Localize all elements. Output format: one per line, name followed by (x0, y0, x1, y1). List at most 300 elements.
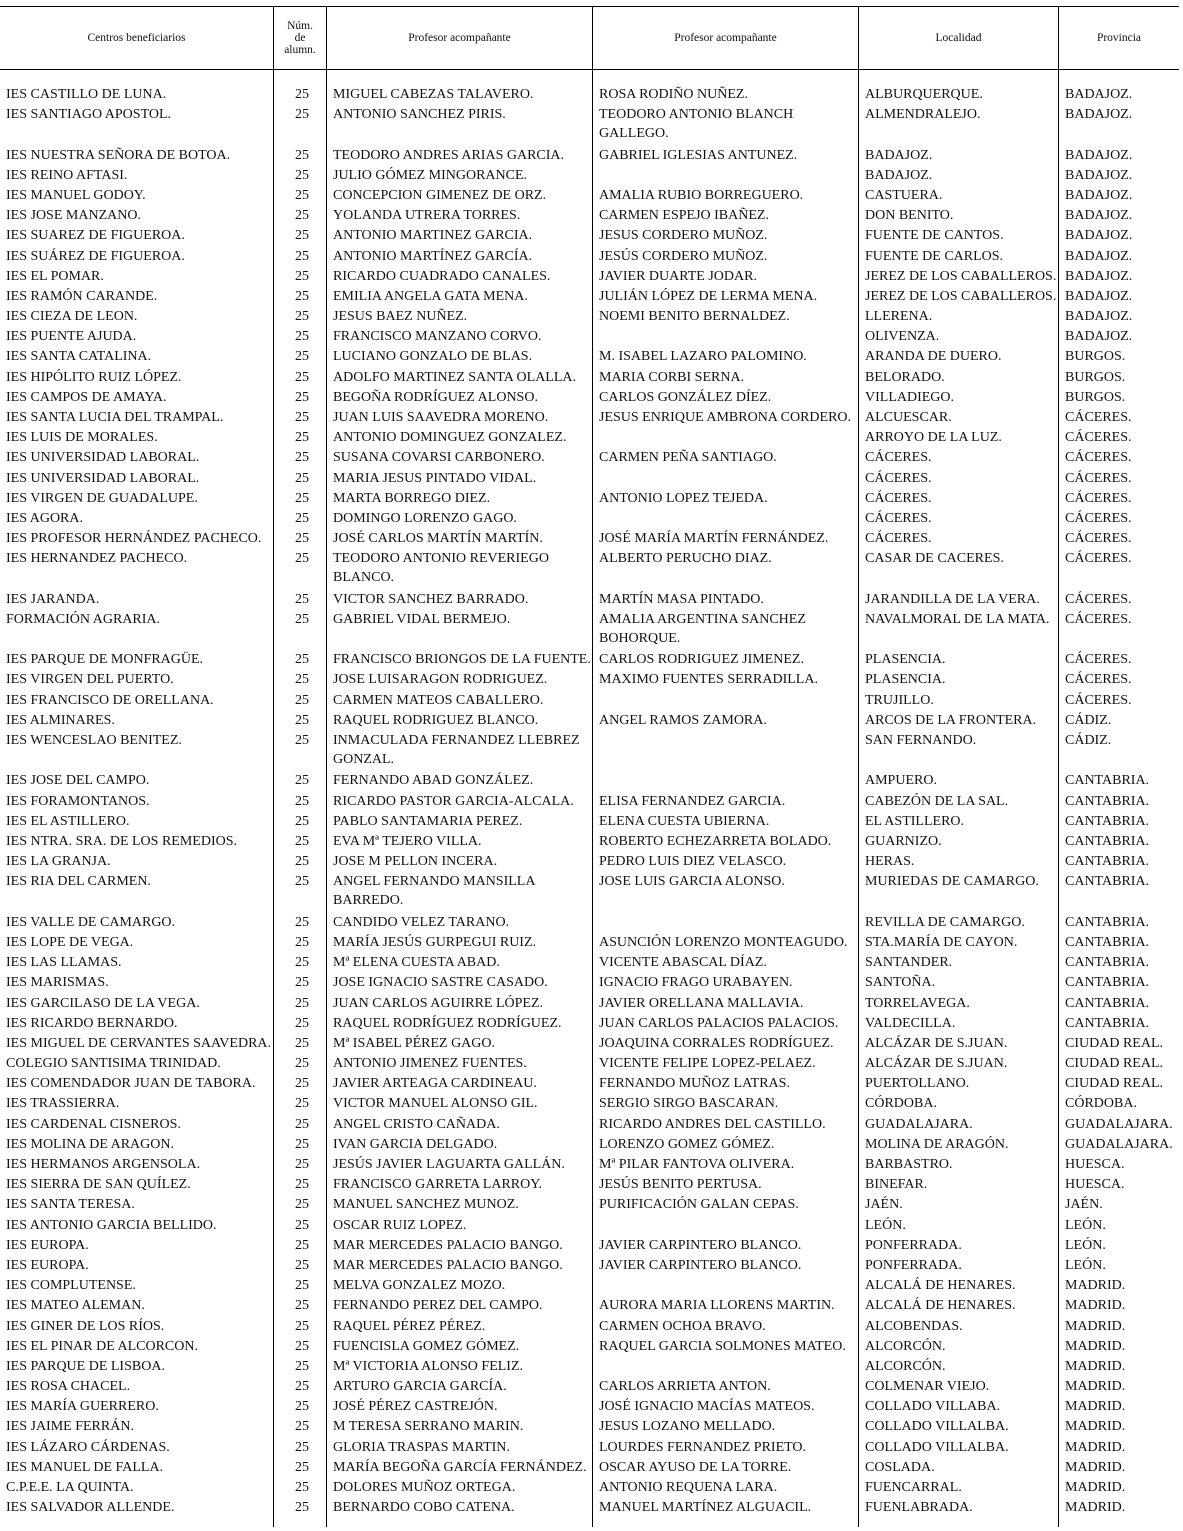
cell-profesor-2: MARIA CORBI SERNA. (599, 369, 745, 385)
cell-profesor-1: RAQUEL PÉREZ PÉREZ. (333, 1318, 486, 1334)
cell-profesor-1: IVAN GARCIA DELGADO. (333, 1136, 498, 1152)
cell-provincia: CANTABRIA. (1065, 834, 1150, 849)
table-row (0, 1317, 1183, 1337)
cell-profesor-2: JAVIER CARPINTERO BLANCO. (599, 1237, 802, 1253)
cell-alumnos: 25 (295, 510, 309, 526)
cell-alumnos: 25 (295, 1500, 309, 1516)
cell-alumnos: 25 (295, 531, 309, 547)
cell-localidad: BADAJOZ. (865, 167, 933, 183)
header-alumnos-line: Núm. (287, 19, 313, 32)
cell-profesor-2: JOSE LUIS GARCIA ALONSO. (599, 874, 785, 890)
cell-profesor-2: AMALIA ARGENTINA SANCHEZ BOHORQUE. (599, 611, 806, 646)
table-row (0, 1458, 1183, 1478)
cell-provincia: MADRID. (1065, 1278, 1126, 1294)
cell-provincia: BADAJOZ. (1065, 268, 1133, 284)
cell-profesor-1: Mª ELENA CUESTA ABAD. (333, 955, 500, 971)
cell-localidad: DON BENITO. (865, 208, 954, 224)
cell-alumnos: 25 (295, 975, 309, 991)
cell-alumnos: 25 (295, 410, 309, 426)
cell-provincia: BADAJOZ. (1065, 167, 1133, 183)
cell-profesor-1: TEODORO ANDRES ARIAS GARCIA. (333, 147, 565, 163)
cell-profesor-1: JUAN LUIS SAAVEDRA MORENO. (333, 410, 549, 426)
cell-alumnos: 25 (295, 934, 309, 950)
cell-alumnos: 25 (295, 369, 309, 385)
cell-provincia: MADRID. (1065, 1298, 1126, 1314)
table-row (0, 186, 1183, 206)
cell-alumnos: 25 (295, 87, 309, 102)
cell-profesor-1: FRANCISCO BRIONGOS DE LA FUENTE. (333, 652, 591, 668)
cell-alumnos: 25 (295, 187, 309, 203)
cell-centro: IES SANTA CATALINA. (6, 349, 152, 365)
cell-profesor-1: JESUS BAEZ NUÑEZ. (333, 309, 468, 325)
cell-provincia: GUADALAJARA. (1065, 1136, 1173, 1152)
cell-profesor-1: FUENCISLA GOMEZ GÓMEZ. (333, 1338, 520, 1354)
table-row (0, 388, 1183, 408)
cell-provincia: HUESCA. (1065, 1157, 1125, 1173)
cell-provincia: CIUDAD REAL. (1065, 1056, 1163, 1072)
cell-provincia: MADRID. (1065, 1500, 1126, 1516)
cell-localidad: PLASENCIA. (865, 652, 946, 668)
table-row (0, 1014, 1183, 1034)
cell-profesor-1: MAR MERCEDES PALACIO BANGO. (333, 1257, 563, 1273)
cell-profesor-2: CARLOS GONZÁLEZ DÍEZ. (599, 389, 772, 405)
cell-centro: FORMACIÓN AGRARIA. (6, 611, 161, 627)
cell-profesor-2: ELENA CUESTA UBIERNA. (599, 813, 770, 829)
table-row (0, 428, 1183, 448)
cell-centro: IES AGORA. (6, 510, 84, 526)
cell-centro: IES LAS LLAMAS. (6, 955, 122, 971)
cell-alumnos: 25 (295, 1197, 309, 1213)
cell-localidad: JEREZ DE LOS CABALLEROS. (865, 288, 1057, 304)
cell-localidad: ALMENDRALEJO. (865, 107, 981, 123)
cell-localidad: PLASENCIA. (865, 672, 946, 688)
cell-profesor-1: YOLANDA UTRERA TORRES. (333, 208, 521, 224)
cell-localidad: ALCORCÓN. (865, 1338, 946, 1354)
cell-centro: IES VALLE DE CAMARGO. (6, 914, 176, 930)
cell-centro: IES EUROPA. (6, 1257, 89, 1273)
cell-centro: IES LÁZARO CÁRDENAS. (6, 1439, 170, 1455)
cell-localidad: ALCOBENDAS. (865, 1318, 963, 1334)
cell-profesor-1: MARIA JESUS PINTADO VIDAL. (333, 470, 537, 486)
cell-profesor-2: PEDRO LUIS DIEZ VELASCO. (599, 854, 787, 870)
cell-provincia: BADAJOZ. (1065, 107, 1133, 123)
cell-profesor-2: ASUNCIÓN LORENZO MONTEAGUDO. (599, 934, 848, 950)
cell-centro: IES SANTA TERESA. (6, 1197, 135, 1213)
cell-provincia: CIUDAD REAL. (1065, 1035, 1163, 1051)
cell-alumnos: 25 (295, 1459, 309, 1475)
cell-profesor-1: OSCAR RUIZ LOPEZ. (333, 1217, 467, 1233)
table-row (0, 832, 1183, 852)
header-provincia: Provincia (1096, 31, 1142, 44)
cell-alumnos: 25 (295, 470, 309, 486)
cell-alumnos: 25 (295, 1136, 309, 1152)
cell-provincia: BURGOS. (1065, 389, 1126, 405)
table-row (0, 226, 1183, 246)
cell-localidad: PUERTOLLANO. (865, 1076, 970, 1092)
cell-centro: IES RICARDO BERNARDO. (6, 1015, 178, 1031)
cell-localidad: JEREZ DE LOS CABALLEROS. (865, 268, 1057, 284)
cell-alumnos: 25 (295, 107, 309, 123)
cell-centro: IES SALVADOR ALLENDE. (6, 1500, 175, 1516)
cell-localidad: ARCOS DE LA FRONTERA. (865, 712, 1037, 728)
cell-provincia: CANTABRIA. (1065, 793, 1150, 809)
cell-provincia: CÁCERES. (1065, 470, 1132, 486)
cell-centro: IES HERNANDEZ PACHECO. (6, 551, 188, 567)
cell-alumnos: 25 (295, 551, 309, 567)
cell-alumnos: 25 (295, 1298, 309, 1314)
table-row (0, 549, 1183, 589)
cell-alumnos: 25 (295, 914, 309, 930)
cell-provincia: BADAJOZ. (1065, 228, 1133, 244)
table-row (0, 267, 1183, 287)
cell-centro: IES LA GRANJA. (6, 854, 111, 870)
cell-localidad: ALCUESCAR. (865, 410, 952, 426)
cell-provincia: BURGOS. (1065, 369, 1126, 385)
cell-provincia: CANTABRIA. (1065, 773, 1150, 789)
cell-localidad: COLLADO VILLALBA. (865, 1439, 1009, 1455)
cell-localidad: CÁCERES. (865, 490, 932, 506)
cell-profesor-2: JESUS LOZANO MELLADO. (599, 1419, 776, 1435)
table-row (0, 206, 1183, 226)
cell-profesor-2: TEODORO ANTONIO BLANCH GALLEGO. (599, 107, 794, 142)
cell-centro: IES EL PINAR DE ALCORCON. (6, 1338, 198, 1354)
header-profesor-1: Profesor acompañante (408, 31, 511, 44)
cell-localidad: BINEFAR. (865, 1177, 928, 1193)
cell-localidad: GUADALAJARA. (865, 1116, 973, 1132)
cell-alumnos: 25 (295, 793, 309, 809)
table-row (0, 489, 1183, 509)
cell-provincia: BADAJOZ. (1065, 248, 1133, 264)
cell-profesor-2: JESÚS BENITO PERTUSA. (599, 1177, 762, 1193)
cell-profesor-2: ROBERTO ECHEZARRETA BOLADO. (599, 834, 832, 849)
cell-provincia: MADRID. (1065, 1318, 1126, 1334)
cell-profesor-2: JOSÉ IGNACIO MACÍAS MATEOS. (599, 1399, 815, 1415)
table-row (0, 1296, 1183, 1316)
cell-centro: IES TRASSIERRA. (6, 1096, 120, 1112)
table-row (0, 1115, 1183, 1135)
cell-centro: IES VIRGEN DEL PUERTO. (6, 672, 174, 688)
cell-profesor-1: BERNARDO COBO CATENA. (333, 1500, 515, 1516)
cell-provincia: CANTABRIA. (1065, 813, 1150, 829)
cell-centro: IES HIPÓLITO RUIZ LÓPEZ. (6, 369, 182, 385)
cell-centro: IES CAMPOS DE AMAYA. (6, 389, 167, 405)
cell-alumnos: 25 (295, 1480, 309, 1496)
cell-profesor-2: PURIFICACIÓN GALAN CEPAS. (599, 1197, 799, 1213)
cell-provincia: BURGOS. (1065, 349, 1126, 365)
cell-alumnos: 25 (295, 955, 309, 971)
cell-localidad: ALBURQUERQUE. (865, 87, 983, 102)
cell-centro: IES PUENTE AJUDA. (6, 329, 137, 345)
cell-profesor-1: VICTOR MANUEL ALONSO GIL. (333, 1096, 538, 1112)
cell-provincia: LEÓN. (1065, 1217, 1106, 1233)
cell-alumnos: 25 (295, 228, 309, 244)
cell-alumnos: 25 (295, 167, 309, 183)
header-bottom-rule (0, 69, 1179, 70)
cell-localidad: COLLADO VILLABA. (865, 1399, 1001, 1415)
cell-provincia: CANTABRIA. (1065, 874, 1150, 890)
cell-profesor-2: RAQUEL GARCIA SOLMONES MATEO. (599, 1338, 846, 1354)
cell-alumnos: 25 (295, 995, 309, 1011)
table-row (0, 872, 1183, 912)
cell-profesor-2: VICENTE FELIPE LOPEZ-PELAEZ. (599, 1056, 816, 1072)
table-row (0, 1438, 1183, 1458)
cell-profesor-1: CANDIDO VELEZ TARANO. (333, 914, 510, 930)
cell-alumnos: 25 (295, 591, 309, 607)
table-row (0, 812, 1183, 832)
cell-alumnos: 25 (295, 208, 309, 224)
cell-alumnos: 25 (295, 611, 309, 627)
cell-centro: IES COMENDADOR JUAN DE TABORA. (6, 1076, 256, 1092)
cell-provincia: CÁCERES. (1065, 410, 1132, 426)
cell-localidad: CÁCERES. (865, 531, 932, 547)
cell-provincia: MADRID. (1065, 1399, 1126, 1415)
cell-provincia: CÁCERES. (1065, 490, 1132, 506)
cell-provincia: CÓRDOBA. (1065, 1096, 1137, 1112)
cell-centro: IES FRANCISCO DE ORELLANA. (6, 692, 214, 708)
cell-alumnos: 25 (295, 773, 309, 789)
cell-centro: IES ALMINARES. (6, 712, 115, 728)
cell-provincia: CÁDIZ. (1065, 712, 1112, 728)
table-row (0, 1195, 1183, 1215)
cell-provincia: CÁCERES. (1065, 692, 1132, 708)
cell-profesor-1: ANTONIO SANCHEZ PIRIS. (333, 107, 506, 123)
cell-localidad: PONFERRADA. (865, 1257, 962, 1273)
cell-profesor-1: JAVIER ARTEAGA CARDINEAU. (333, 1076, 537, 1092)
header-centros: Centros beneficiarios (87, 31, 186, 44)
cell-provincia: CANTABRIA. (1065, 1015, 1150, 1031)
cell-localidad: MOLINA DE ARAGÓN. (865, 1136, 1009, 1152)
cell-profesor-2: AURORA MARIA LLORENS MARTIN. (599, 1298, 835, 1314)
cell-localidad: FUENLABRADA. (865, 1500, 973, 1516)
cell-profesor-2: JOSÉ MARÍA MARTÍN FERNÁNDEZ. (599, 531, 829, 547)
cell-localidad: ARANDA DE DUERO. (865, 349, 1002, 365)
cell-profesor-1: PABLO SANTAMARIA PEREZ. (333, 813, 523, 829)
cell-localidad: ALCÁZAR DE S.JUAN. (865, 1035, 1008, 1051)
table-row (0, 994, 1183, 1014)
cell-provincia: BADAJOZ. (1065, 87, 1133, 102)
cell-provincia: CÁCERES. (1065, 510, 1132, 526)
cell-centro: IES GARCILASO DE LA VEGA. (6, 995, 200, 1011)
cell-profesor-2: SERGIO SIRGO BASCARAN. (599, 1096, 779, 1112)
cell-centro: C.P.E.E. LA QUINTA. (6, 1480, 134, 1496)
cell-alumnos: 25 (295, 1035, 309, 1051)
cell-alumnos: 25 (295, 854, 309, 870)
cell-profesor-2: RICARDO ANDRES DEL CASTILLO. (599, 1116, 826, 1132)
cell-localidad: CASAR DE CACERES. (865, 551, 1004, 567)
cell-centro: IES HERMANOS ARGENSOLA. (6, 1157, 201, 1173)
cell-profesor-1: MARTA BORREGO DIEZ. (333, 490, 491, 506)
cell-alumnos: 25 (295, 1177, 309, 1193)
cell-provincia: MADRID. (1065, 1439, 1126, 1455)
cell-centro: IES CIEZA DE LEON. (6, 309, 138, 325)
cell-localidad: ALCALÁ DE HENARES. (865, 1298, 1016, 1314)
cell-profesor-2: JAVIER CARPINTERO BLANCO. (599, 1257, 802, 1273)
table-row (0, 933, 1183, 953)
cell-provincia: MADRID. (1065, 1480, 1126, 1496)
cell-alumnos: 25 (295, 1116, 309, 1132)
cell-profesor-1: ANTONIO JIMENEZ FUENTES. (333, 1056, 527, 1072)
cell-alumnos: 25 (295, 268, 309, 284)
cell-profesor-2: LOURDES FERNANDEZ PRIETO. (599, 1439, 807, 1455)
cell-centro: IES MIGUEL DE CERVANTES SAAVEDRA. (6, 1035, 272, 1051)
cell-provincia: MADRID. (1065, 1419, 1126, 1435)
cell-centro: IES CARDENAL CISNEROS. (6, 1116, 181, 1132)
cell-localidad: CÁCERES. (865, 470, 932, 486)
cell-alumnos: 25 (295, 813, 309, 829)
cell-profesor-1: JUAN CARLOS AGUIRRE LÓPEZ. (333, 995, 544, 1011)
cell-centro: IES UNIVERSIDAD LABORAL. (6, 470, 200, 486)
cell-profesor-2: JAVIER DUARTE JODAR. (599, 268, 757, 284)
cell-localidad: ALCALÁ DE HENARES. (865, 1278, 1016, 1294)
cell-profesor-1: MELVA GONZALEZ MOZO. (333, 1278, 506, 1294)
cell-centro: IES SUÁREZ DE FIGUEROA. (6, 248, 185, 264)
cell-centro: IES FORAMONTANOS. (6, 793, 150, 809)
cell-alumnos: 25 (295, 1439, 309, 1455)
table-row (0, 1357, 1183, 1377)
cell-localidad: BELORADO. (865, 369, 945, 385)
cell-profesor-1: BEGOÑA RODRÍGUEZ ALONSO. (333, 389, 538, 405)
cell-localidad: BARBASTRO. (865, 1157, 953, 1173)
table-row (0, 771, 1183, 791)
cell-profesor-1: FERNANDO PEREZ DEL CAMPO. (333, 1298, 543, 1314)
cell-profesor-2: JESUS CORDERO MUÑOZ. (599, 228, 768, 244)
cell-profesor-2: NOEMI BENITO BERNALDEZ. (599, 309, 790, 325)
cell-provincia: BADAJOZ. (1065, 329, 1133, 345)
cell-profesor-1: ANTONIO MARTÍNEZ GARCÍA. (333, 248, 533, 264)
cell-alumnos: 25 (295, 1379, 309, 1395)
table-row (0, 448, 1183, 468)
cell-centro: IES EL ASTILLERO. (6, 813, 130, 829)
cell-provincia: MADRID. (1065, 1358, 1126, 1374)
cell-localidad: CÁCERES. (865, 450, 932, 466)
cell-localidad: STA.MARÍA DE CAYON. (865, 934, 1018, 950)
table-row (0, 105, 1183, 145)
cell-localidad: COLLADO VILLALBA. (865, 1419, 1009, 1435)
table-row (0, 953, 1183, 973)
cell-profesor-2: JAVIER ORELLANA MALLAVIA. (599, 995, 804, 1011)
cell-provincia: JAÉN. (1065, 1197, 1103, 1213)
cell-profesor-2: MARTÍN MASA PINTADO. (599, 591, 764, 607)
cell-profesor-2: ANTONIO REQUENA LARA. (599, 1480, 778, 1496)
cell-alumnos: 25 (295, 430, 309, 446)
cell-alumnos: 25 (295, 1358, 309, 1374)
cell-profesor-1: FRANCISCO MANZANO CORVO. (333, 329, 542, 345)
header-localidad: Localidad (935, 31, 982, 44)
cell-alumnos: 25 (295, 1015, 309, 1031)
cell-centro: COLEGIO SANTISIMA TRINIDAD. (6, 1056, 221, 1072)
table-row (0, 1276, 1183, 1296)
table-row (0, 1377, 1183, 1397)
cell-localidad: JARANDILLA DE LA VERA. (865, 591, 1040, 607)
cell-profesor-1: FRANCISCO GARRETA LARROY. (333, 1177, 543, 1193)
cell-profesor-1: JOSE M PELLON INCERA. (333, 854, 498, 870)
cell-profesor-2: CARMEN OCHOA BRAVO. (599, 1318, 766, 1334)
table-row (0, 469, 1183, 489)
cell-provincia: HUESCA. (1065, 1177, 1125, 1193)
cell-profesor-1: ANTONIO MARTINEZ GARCIA. (333, 228, 533, 244)
cell-centro: IES REINO AFTASI. (6, 167, 128, 183)
cell-profesor-2: FERNANDO MUÑOZ LATRAS. (599, 1076, 790, 1092)
cell-profesor-2: ANTONIO LOPEZ TEJEDA. (599, 490, 768, 506)
cell-profesor-1: JOSE LUISARAGON RODRIGUEZ. (333, 672, 548, 688)
cell-profesor-1: CONCEPCION GIMENEZ DE ORZ. (333, 187, 547, 203)
cell-provincia: CÁCERES. (1065, 450, 1132, 466)
cell-profesor-2: MAXIMO FUENTES SERRADILLA. (599, 672, 818, 688)
cell-localidad: JAÉN. (865, 1197, 903, 1213)
cell-centro: IES MANUEL GODOY. (6, 187, 146, 203)
cell-centro: IES LOPE DE VEGA. (6, 934, 134, 950)
cell-profesor-1: ANGEL CRISTO CAÑADA. (333, 1116, 500, 1132)
cell-provincia: CÁCERES. (1065, 531, 1132, 547)
table-row (0, 691, 1183, 711)
table-row (0, 1034, 1183, 1054)
table-row (0, 973, 1183, 993)
table-row (0, 347, 1183, 367)
cell-centro: IES SUAREZ DE FIGUEROA. (6, 228, 185, 244)
header-profesor-2: Profesor acompañante (674, 31, 777, 44)
cell-profesor-1: GLORIA TRASPAS MARTIN. (333, 1439, 510, 1455)
cell-localidad: EL ASTILLERO. (865, 813, 965, 829)
cell-alumnos: 25 (295, 1157, 309, 1173)
table-row (0, 610, 1183, 650)
cell-centro: IES MANUEL DE FALLA. (6, 1459, 164, 1475)
cell-profesor-2: Mª PILAR FANTOVA OLIVERA. (599, 1157, 795, 1173)
cell-localidad: FUENTE DE CANTOS. (865, 228, 1004, 244)
table-row (0, 408, 1183, 428)
cell-alumnos: 25 (295, 712, 309, 728)
cell-profesor-1: EVA Mª TEJERO VILLA. (333, 834, 482, 849)
cell-profesor-1: TEODORO ANTONIO REVERIEGO BLANCO. (333, 551, 549, 586)
cell-localidad: SANTANDER. (865, 955, 953, 971)
cell-localidad: FUENCARRAL. (865, 1480, 962, 1496)
table-row (0, 1397, 1183, 1417)
table-row (0, 913, 1183, 933)
cell-alumnos: 25 (295, 1278, 309, 1294)
cell-profesor-1: VICTOR SANCHEZ BARRADO. (333, 591, 529, 607)
table-row (0, 85, 1183, 105)
cell-localidad: CÓRDOBA. (865, 1096, 937, 1112)
cell-centro: IES ANTONIO GARCIA BELLIDO. (6, 1217, 217, 1233)
table-row (0, 731, 1183, 771)
cell-provincia: CANTABRIA. (1065, 914, 1150, 930)
cell-provincia: LEÓN. (1065, 1237, 1106, 1253)
cell-alumnos: 25 (295, 147, 309, 163)
cell-centro: IES NUESTRA SEÑORA DE BOTOA. (6, 147, 231, 163)
table-row (0, 1175, 1183, 1195)
cell-provincia: CÁCERES. (1065, 591, 1132, 607)
cell-provincia: CANTABRIA. (1065, 934, 1150, 950)
cell-alumnos: 25 (295, 490, 309, 506)
cell-centro: IES ROSA CHACEL. (6, 1379, 131, 1395)
cell-profesor-2: JOAQUINA CORRALES RODRÍGUEZ. (599, 1035, 834, 1051)
cell-profesor-1: DOLORES MUÑOZ ORTEGA. (333, 1480, 516, 1496)
cell-localidad: CÁCERES. (865, 510, 932, 526)
cell-profesor-1: RAQUEL RODRÍGUEZ RODRÍGUEZ. (333, 1015, 562, 1031)
cell-profesor-2: M. ISABEL LAZARO PALOMINO. (599, 349, 807, 365)
cell-profesor-1: Mª VICTORIA ALONSO FELIZ. (333, 1358, 524, 1374)
cell-alumnos: 25 (295, 1399, 309, 1415)
cell-centro: IES MARISMAS. (6, 975, 109, 991)
cell-localidad: TORRELAVEGA. (865, 995, 970, 1011)
cell-localidad: BADAJOZ. (865, 147, 933, 163)
cell-provincia: CANTABRIA. (1065, 975, 1150, 991)
cell-provincia: CANTABRIA. (1065, 995, 1150, 1011)
cell-centro: IES PARQUE DE LISBOA. (6, 1358, 165, 1374)
cell-alumnos: 25 (295, 1217, 309, 1233)
cell-centro: IES EL POMAR. (6, 268, 104, 284)
cell-profesor-2: JESUS ENRIQUE AMBRONA CORDERO. (599, 410, 852, 426)
cell-profesor-2: JULIÁN LÓPEZ DE LERMA MENA. (599, 288, 818, 304)
